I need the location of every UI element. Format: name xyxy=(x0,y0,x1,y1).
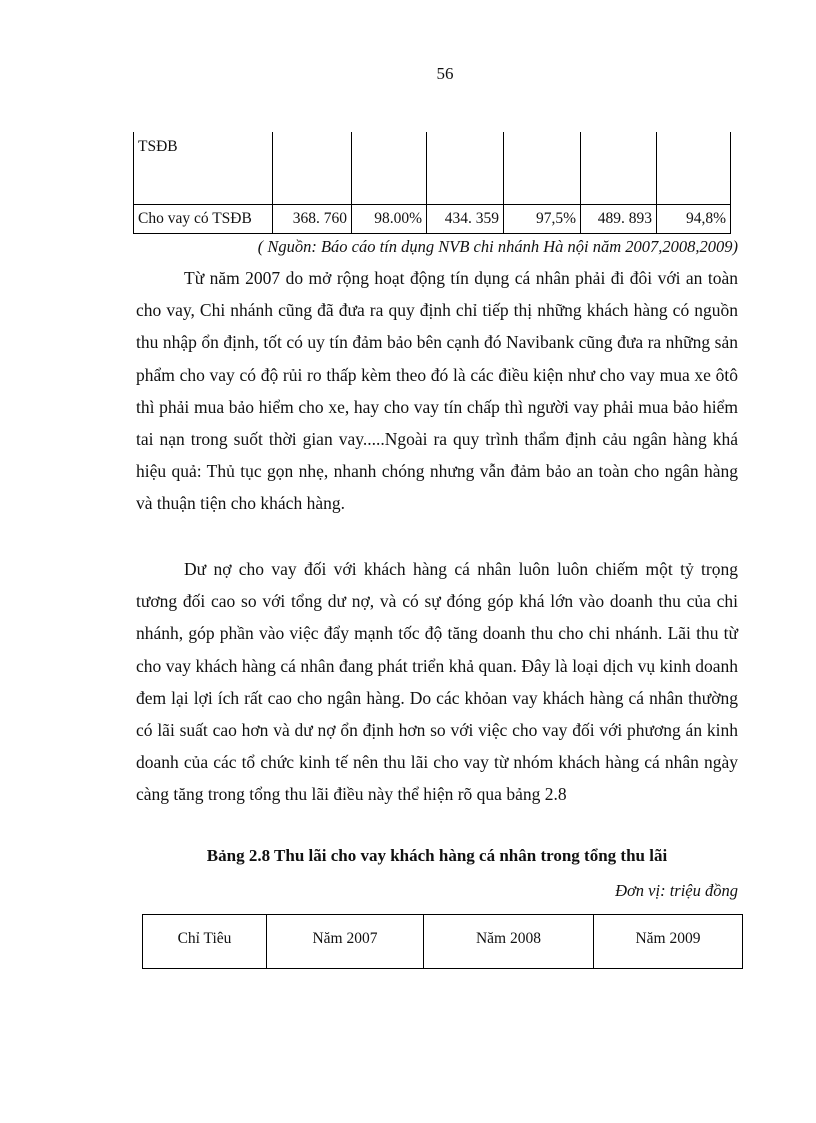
table-cell: TSĐB xyxy=(134,132,273,205)
table-cell xyxy=(657,132,731,205)
table-caption: Bảng 2.8 Thu lãi cho vay khách hàng cá nhân trong tổng thu lãi xyxy=(206,846,668,865)
column-header: Năm 2009 xyxy=(594,915,743,969)
table-cell xyxy=(352,132,427,205)
table-cell xyxy=(504,132,581,205)
column-header: Chỉ Tiêu xyxy=(143,915,267,969)
table-cell: 97,5% xyxy=(504,205,581,234)
table-source-note: ( Nguồn: Báo cáo tín dụng NVB chi nhánh Hà nội năm 2007,2008,2009) xyxy=(257,237,738,256)
table-cell: Cho vay có TSĐB xyxy=(134,205,273,234)
table-cell xyxy=(427,132,504,205)
table-cell: 94,8% xyxy=(657,205,731,234)
table-cell: 98.00% xyxy=(352,205,427,234)
loan-collateral-table xyxy=(133,132,731,234)
table-cell xyxy=(581,132,657,205)
body-paragraph: Từ năm 2007 do mở rộng hoạt động tín dụng cá nhân phải đi đôi với an toàn cho vay, Chi nhánh cũng đã đưa ra quy định chỉ tiếp thị những khách hàng có nguồn thu nhập ổn định, tốt có uy tín đảm bảo bên cạnh đó Navibank cũng đưa ra những sản phẩm cho vay có độ rủi ro thấp kèm theo đó là các điều kiện như cho vay mua xe ôtô thì phải mua bảo hiểm cho xe, hay cho vay tín chấp thì người vay phải mua bảo hiểm tai nạn trong suốt thời gian vay.....Ngoài ra quy trình thẩm định cảu ngân hàng khá hiệu quả: Thủ tục gọn nhẹ, nhanh chóng nhưng vẫn đảm bảo an toàn cho ngân hàng và thuận tiện cho khách hàng. xyxy=(136,268,738,514)
column-header: Năm 2008 xyxy=(424,915,594,969)
table-row xyxy=(134,132,731,205)
table-cell: 434. 359 xyxy=(427,205,504,234)
table-cell xyxy=(273,132,352,205)
body-paragraph: Dư nợ cho vay đối với khách hàng cá nhân luôn luôn chiếm một tỷ trọng tương đối cao so với tổng dư nợ, và có sự đóng góp khá lớn vào doanh thu của chi nhánh, góp phần vào việc đẩy mạnh tốc độ tăng doanh thu cho chi nhánh. Lãi thu từ cho vay khách hàng cá nhân đang phát triển khả quan. Đây là loại dịch vụ kinh doanh đem lại lợi ích rất cao cho ngân hàng. Do các khỏan vay khách hàng cá nhân thường có lãi suất cao hơn và dư nợ ổn định hơn so với việc cho vay đối với phương án kinh doanh của các tổ chức kinh tế nên thu lãi cho vay từ nhóm khách hàng cá nhân ngày càng tăng trong tổng thu lãi điều này thể hiện rõ qua bảng 2.8 xyxy=(136,559,738,805)
interest-income-table xyxy=(142,914,743,969)
table-row xyxy=(134,205,731,234)
table-cell: 489. 893 xyxy=(581,205,657,234)
unit-note: Đơn vị: triệu đồng xyxy=(615,881,738,900)
table-header-row xyxy=(143,915,743,969)
page-number: 56 xyxy=(436,64,454,83)
column-header: Năm 2007 xyxy=(267,915,424,969)
table-cell: 368. 760 xyxy=(273,205,352,234)
